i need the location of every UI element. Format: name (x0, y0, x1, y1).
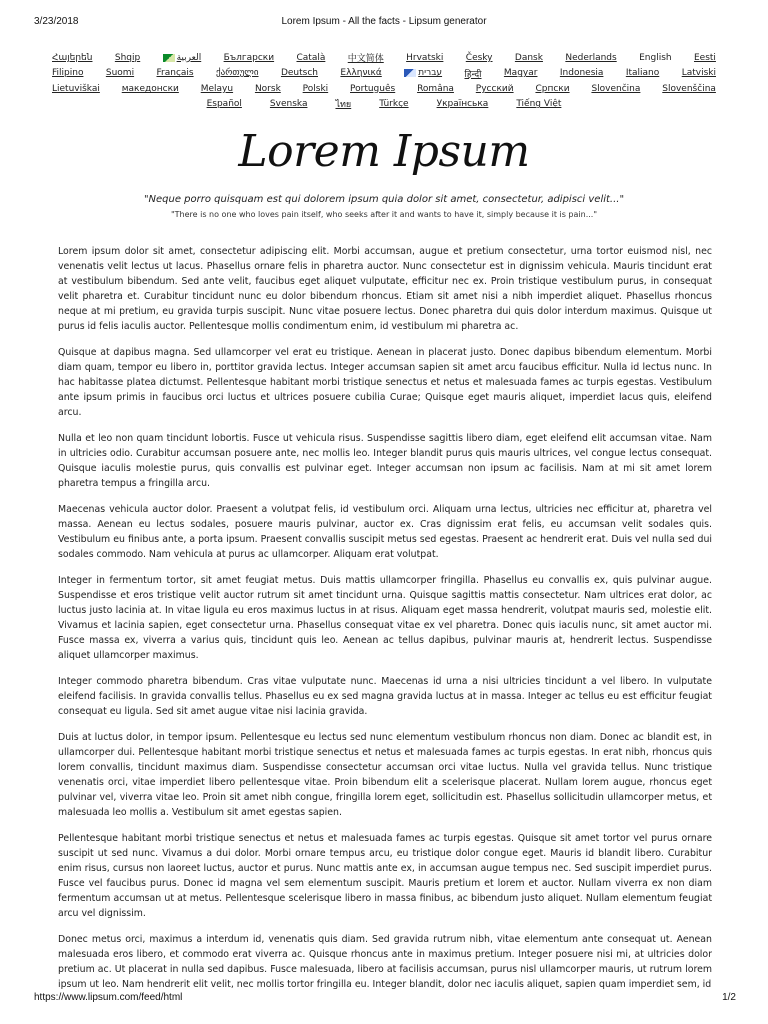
language-row-2 (52, 66, 716, 82)
language-nav (52, 50, 716, 112)
lang-link-german[interactable]: Deutsch (280, 68, 318, 79)
lang-link-turkish[interactable]: Türkçe (379, 99, 409, 110)
flag-icon (163, 54, 175, 62)
print-page-title: Lorem Ipsum - All the facts - Lipsum generator (281, 16, 487, 27)
lang-link-vietnamese[interactable]: Tiếng Việt (516, 99, 562, 110)
lang-link-russian[interactable]: Pyccкий (475, 83, 514, 94)
lang-link-ukrainian[interactable]: Українська (436, 99, 489, 110)
lang-link-slovak[interactable]: Slovenčina (591, 83, 641, 94)
paragraph: Donec metus orci, maximus a interdum id, venenatis quis diam. Sed gravida rutrum nibh, vitae elementum ante consequat ut. Aenean malesuada eros libero, et commodo erat viverra ac. Quisque rhoncus ante in maximus pretium. Integer posuere nisi mi, at ultricies dolor pretium ac. Ut placerat in nulla sed dapibus. Fusce malesuada, libero at facilisis accumsan, purus nisl ullamcorper mauris, ut rutrum lorem ipsum ut leo. Nam hendrerit elit velit, nec mollis tortor fringilla eu. Integer blandit, dolor nec iaculis aliquet, sapien quam imperdiet sem, id (58, 933, 712, 991)
lang-link-lithuanian[interactable]: Lietuviškai (52, 83, 100, 94)
lang-link-polish[interactable]: Polski (302, 83, 329, 94)
paragraph: Duis at luctus dolor, in tempor ipsum. Pellentesque eu lectus sed nunc elementum vestibulum rhoncus non diam. Donec ac blandit est, in ullamcorper dui. Pellentesque habitant morbi tristique senectus et netus et malesuada fames ac turpis egestas. In erat nibh, rhoncus quis lorem convallis, tincidunt maximus diam. Suspendisse consectetur accumsan orci vitae luctus. Nulla vel gravida tellus. Nunc tristique venenatis orci, vitae imperdiet libero pellentesque vitae. Proin bibendum elit a scelerisque placerat. Nullam lorem augue, rhoncus eget pulvinar vel, viverra vitae leo. Proin sit amet nibh congue, fringilla lorem eget, sollicitudin est. Phasellus sollicitudin ullamcorper metus, et malesuada leo mollis a. Vestibulum sit amet egestas sapien. (58, 731, 712, 819)
lang-link-portuguese[interactable]: Português (350, 83, 396, 94)
lang-link-italian[interactable]: Italiano (625, 68, 660, 79)
lang-link-czech[interactable]: Česky (465, 52, 493, 63)
lang-link-swedish[interactable]: Svenska (269, 99, 308, 110)
lang-link-filipino[interactable]: Filipino (52, 68, 84, 79)
lang-link-greek[interactable]: Ελληνικά (340, 68, 382, 79)
latin-quote: "Neque porro quisquam est qui dolorem ipsum quia dolor sit amet, consectetur, adipisci velit..." (143, 194, 625, 205)
lang-link-serbian[interactable]: Српски (535, 83, 570, 94)
lang-link-dutch[interactable]: Nederlands (565, 52, 617, 63)
print-url: https://www.lipsum.com/feed/html (34, 992, 183, 1003)
language-row-4 (52, 97, 716, 113)
print-header (0, 16, 768, 32)
lang-link-armenian[interactable]: Հայերեն (52, 52, 93, 63)
paragraph: Integer commodo pharetra bibendum. Cras vitae vulputate nunc. Maecenas id urna a nisi ultricies tincidunt a vel libero. In vulputate eleifend facilisis. In gravida convallis tellus. Phasellus eu ex sed magna gravida luctus at in massa. Integer ac tellus eu est efficitur feugiat consequat eu ligula. Sed sit amet augue vitae nisi lacinia gravida. (58, 675, 712, 718)
paragraph: Nulla et leo non quam tincidunt lobortis. Fusce ut vehicula risus. Suspendisse sagittis libero diam, eget eleifend elit accumsan vitae. Nam in ultricies odio. Curabitur accumsan posuere ante, nec mollis leo. Integer blandit purus quis mauris ultrices, vel congue lectus consequat. Quisque iaculis molestie purus, quis convallis est pulvinar eget. Integer accumsan non ipsum ac facilisis. Nam at mi sit amet lorem pharetra tempus a fringilla arcu. (58, 433, 712, 490)
lang-link-hungarian[interactable]: Magyar (503, 68, 538, 79)
lang-link-macedonian[interactable]: македонски (121, 83, 179, 94)
quote-translation: "There is no one who loves pain itself, who seeks after it and wants to have it, simply because it is pain..." (170, 210, 598, 219)
lang-current-english: English (639, 52, 672, 63)
lang-link-latvian[interactable]: Latviski (681, 68, 716, 79)
lang-link-danish[interactable]: Dansk (514, 52, 543, 63)
lang-link-spanish[interactable]: Español (206, 99, 242, 110)
page-number: 1/2 (722, 992, 736, 1003)
site-logo: Lorem Ipsum (238, 126, 530, 177)
paragraph: Quisque at dapibus magna. Sed ullamcorper vel erat eu tristique. Aenean in placerat justo. Donec dapibus bibendum elementum. Morbi diam quam, tempor eu libero in, porttitor gravida lectus. Integer accumsan sapien sit amet arcu faucibus efficitur. Nulla id lectus nunc. In hac habitasse platea dictumst. Pellentesque habitant morbi tristique senectus et netus et malesuada fames ac turpis egestas. Vestibulum ante ipsum primis in faucibus orci luctus et ultrices posuere cubilia Curae; Quisque eget mauris aliquet, imperdiet lacus quis, eleifend arcu. (58, 347, 712, 419)
lang-link-hebrew[interactable]: עברית (418, 68, 443, 79)
lang-link-norwegian[interactable]: Norsk (254, 83, 281, 94)
paragraph: Integer in fermentum tortor, sit amet feugiat metus. Duis mattis ullamcorper fringilla. Phasellus eu convallis ex, quis pulvinar augue. Suspendisse et eros tristique velit auctor rutrum sit amet tincidunt urna. Quisque sagittis mattis consectetur. Nam ultrices erat dolor, ac luctus justo lacinia at. In vitae ligula eu eros maximus luctus in at risus. Aliquam eget massa hendrerit, volutpat mauris sed, molestie elit. Vivamus et lacinia sapien, eget consectetur urna. Phasellus consequat vitae ex vel pharetra. Donec quis iaculis nunc, sit amet auctor mi. Fusce massa ex, viverra a varius quis, tincidunt quis leo. Aenean ac tellus dapibus, pulvinar mauris at, hendrerit lectus. Suspendisse aliquet ullamcorper maximus. (58, 574, 712, 662)
lang-link-thai[interactable]: ไทย (335, 100, 352, 111)
print-footer (0, 992, 768, 1008)
flag-icon (404, 69, 416, 77)
lang-link-estonian[interactable]: Eesti (693, 52, 716, 63)
lang-link-malay[interactable]: Melayu (200, 83, 234, 94)
print-date: 3/23/2018 (34, 16, 79, 27)
lang-link-catalan[interactable]: Català (296, 52, 326, 63)
lang-link-hindi[interactable]: हिन्दी (464, 69, 482, 80)
paragraph: Maecenas vehicula auctor dolor. Praesent a volutpat felis, id vestibulum orci. Aliquam urna lectus, ultricies nec efficitur at, pharetra vel massa. Aenean eu lectus sodales, posuere mauris pulvinar, auctor ex. Cras dignissim erat felis, eu accumsan velit sodales quis. Vestibulum eu finibus ante, a porta ipsum. Praesent convallis suscipit metus sed egestas. Praesent ac hendrerit erat. Duis vel nulla sed dui sodales commodo. Nam vehicula at purus ac ullamcorper. Aliquam erat volutpat. (58, 503, 712, 561)
lang-link-finnish[interactable]: Suomi (105, 68, 135, 79)
lang-link-romanian[interactable]: Româna (417, 83, 454, 94)
lang-link-arabic[interactable]: العربية (176, 52, 202, 63)
paragraph: Pellentesque habitant morbi tristique senectus et netus et malesuada fames ac turpis egestas. Quisque sit amet tortor vel purus ornare suscipit ut sed nunc. Vivamus a dui dolor. Morbi ornare tempus arcu, eu tristique dolor congue eget. Mauris id blandit libero. Curabitur enim risus, cursus non laoreet luctus, auctor et purus. Nunc mattis ante ex, in accumsan augue tempus nec. Sed suscipit imperdiet purus. Fusce vel faucibus purus. Donec id magna vel sem elementum suscipit. Mauris pretium et lorem et auctor. Nullam viverra ex non diam fermentum accumsan ut at metus. Pellentesque scelerisque libero in massa finibus, ac bibendum justo aliquet. Nullam elementum feugiat arcu vel dignissim. (58, 832, 712, 920)
language-row-1 (52, 50, 716, 66)
lorem-content (58, 244, 712, 1003)
lang-link-croatian[interactable]: Hrvatski (406, 52, 444, 63)
lang-group-arabic (163, 53, 202, 63)
lang-group-hebrew (404, 68, 442, 78)
lang-link-indonesian[interactable]: Indonesia (559, 68, 604, 79)
lang-link-georgian[interactable]: ქართული (216, 68, 259, 79)
lang-link-albanian[interactable]: Shqip (114, 52, 141, 63)
lang-link-bulgarian[interactable]: Български (223, 52, 275, 63)
language-row-3 (52, 81, 716, 97)
lang-link-chinese[interactable]: 中文简体 (347, 54, 384, 65)
lang-link-french[interactable]: Français (156, 68, 194, 79)
lang-link-slovenian[interactable]: Slovenščina (662, 83, 716, 94)
paragraph: Lorem ipsum dolor sit amet, consectetur adipiscing elit. Morbi accumsan, augue et pretium consectetur, urna tortor euismod nisl, nec venenatis velit lectus ut lacus. Phasellus ornare felis in pharetra auctor. Nunc consectetur est in dignissim vehicula. Mauris tincidunt erat at vestibulum bibendum. Sed ante velit, faucibus eget aliquet vulputate, efficitur nec ex. Proin tristique vestibulum purus, in consequat velit pharetra et. Curabitur tincidunt nunc eu dolor bibendum rhoncus. Etiam sit amet nisi a nibh imperdiet aliquet. Phasellus rhoncus neque at mi pretium, eu gravida turpis suscipit. Nunc vitae posuere lectus. Donec pharetra dui quis dolor interdum maximus. Quisque ut purus id felis iaculis auctor. Pellentesque mollis condimentum enim, id vestibulum mi pharetra ac. (58, 246, 712, 333)
